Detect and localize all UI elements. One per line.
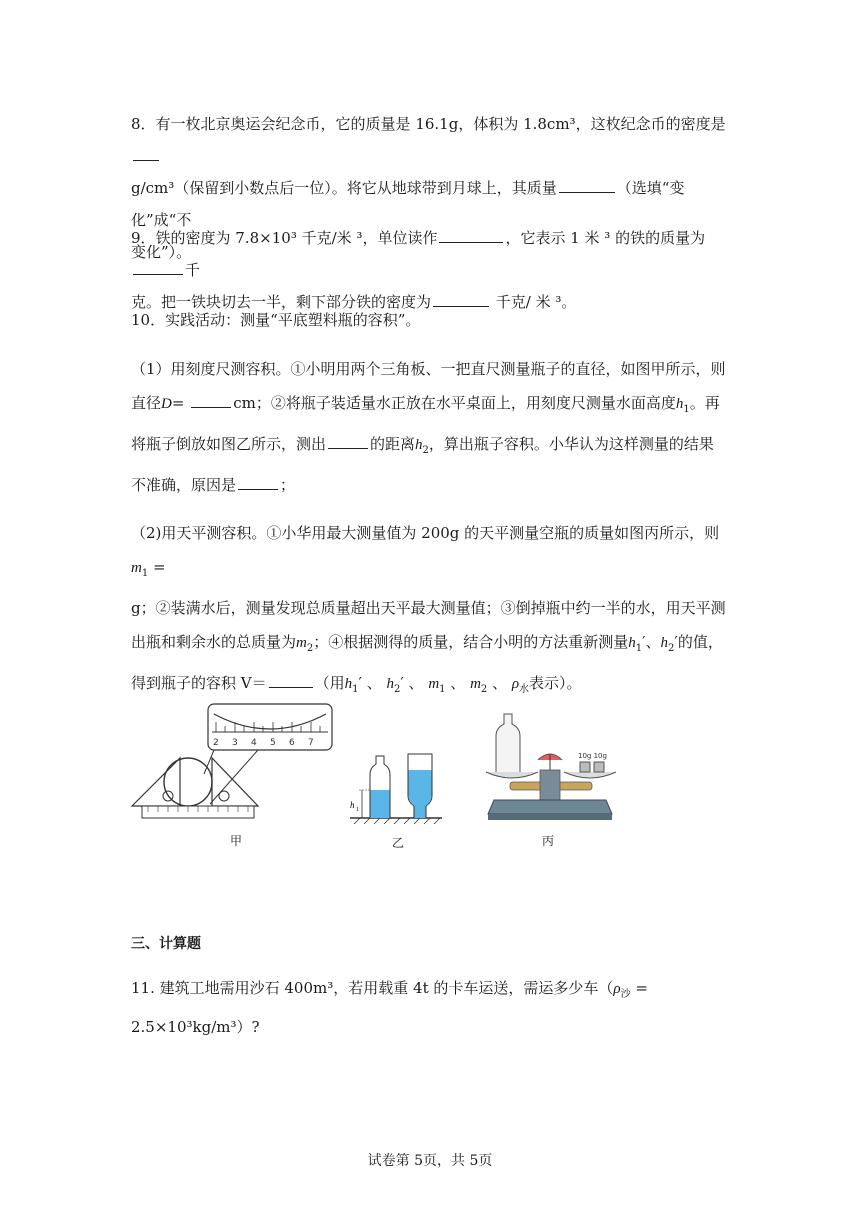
q10-text: 、	[645, 633, 661, 651]
q8-answer-blank-1[interactable]	[133, 144, 159, 161]
q10-p1-line-1: （1）用刻度尺测容积。①小明用两个三角板、一把直尺测量瓶子的直径，如图甲所示，则	[131, 360, 726, 378]
water-upright	[371, 790, 390, 818]
q10-text: 。再	[689, 394, 720, 412]
q10-p1-line-2: 直径D= cm；②将瓶子装适量水正放在水平桌面上，用刻度尺测量水面高度$h_1$。再	[131, 386, 731, 427]
water-inverted	[409, 770, 432, 796]
weight-10g	[594, 762, 604, 772]
q8-text: g/cm³（保留到小数点后一位）。将它从地球带到月球上，其质量	[131, 179, 557, 197]
q10-text: ；④根据测得的质量，结合小明的方法重新测量	[313, 633, 629, 651]
figure-bing	[480, 710, 620, 828]
h1-label: h	[350, 800, 355, 810]
weight-10g	[580, 762, 590, 772]
q10-text: 的距离	[370, 435, 416, 453]
q10-blank-D[interactable]	[191, 391, 231, 408]
q10-text: 直径	[131, 394, 162, 412]
q9-text: 克。把一铁块切去一半，剩下部分铁的密度为	[131, 293, 432, 311]
tick-label: 6	[289, 738, 295, 748]
q10-text: 表示）。	[529, 674, 582, 692]
figure-jia-caption: 甲	[230, 834, 243, 848]
q8-line-1	[131, 108, 731, 172]
tick-label: 2	[213, 738, 219, 748]
triangle-left	[132, 758, 180, 806]
q10-p2-line-3: 出瓶和剩余水的总质量为$m_2$；④根据测得的质量，结合小明的方法重新测量$h_1'$、$h_2'$的值，	[131, 633, 723, 654]
figure-jia	[128, 700, 338, 830]
tick-label: 4	[251, 738, 257, 748]
q10-blank-volume[interactable]	[269, 671, 313, 688]
q9-text: 千克/ 米 ³。	[495, 293, 577, 311]
q8-text: （选填“变化”成“不	[131, 179, 685, 229]
q9-text: 9．铁的密度为 7.8×10³ 千克/米 ³，单位读作	[131, 229, 438, 247]
svg-text:1: 1	[356, 807, 359, 813]
q8-line-3: 变化”）。	[131, 243, 192, 261]
balance-base	[488, 800, 612, 814]
q10-text: ，算出瓶子容积。小华认为这样测量的结果	[428, 435, 714, 453]
q9-answer-blank-2[interactable]	[133, 258, 183, 275]
triangle-right	[212, 758, 258, 806]
q10-text: 将瓶子倒放如图乙所示，测出	[131, 435, 327, 453]
q11-formula: = 2.5×10³kg/m³	[131, 979, 648, 1036]
left-pan	[486, 772, 538, 778]
q10-blank-reason[interactable]	[238, 473, 278, 490]
tick-label: 3	[232, 738, 238, 748]
q10-title: 10．实践活动：测量“平底塑料瓶的容积”。	[131, 311, 421, 329]
q10-text: cm；②将瓶子装适量水正放在水平桌面上，用刻度尺测量水面高度	[233, 394, 676, 412]
q11-text: 11. 建筑工地需用沙石 400m³，若用载重 4t 的卡车运送，需运多少车（	[131, 979, 614, 997]
question-11	[131, 972, 771, 1043]
q10-p2-line-4: 得到瓶子的容积 V＝ （用$h_1'$ 、 $h_2'$ 、 $m_1$ 、 $m_2$ 、 $\rho_水$表示）。	[131, 666, 731, 707]
q10-blank-distance[interactable]	[328, 432, 368, 449]
question-10-part-1	[131, 352, 731, 502]
q10-text: =	[153, 558, 166, 576]
q10-text: =	[171, 394, 185, 412]
figure-yi	[348, 752, 444, 832]
q10-text: 不准确，原因是	[131, 476, 237, 494]
q10-text: 出瓶和剩余水的总质量为	[131, 633, 297, 651]
q9-text: 千	[185, 261, 201, 279]
q10-p1-line-4	[131, 468, 731, 502]
figure-bing-caption: 丙	[542, 834, 555, 848]
bottle-on-pan	[496, 714, 520, 774]
q10-p2-line-1: （2)用天平测容积。①小华用最大测量值为 200g 的天平测量空瓶的质量如图丙所示，则$m_1$ =	[131, 524, 720, 579]
var-D: D	[161, 396, 172, 412]
tick-label: 7	[308, 738, 314, 748]
q10-text: （用	[314, 674, 345, 692]
rho-subscript: 沙	[620, 989, 631, 1000]
bottle-circle	[164, 758, 212, 806]
page-footer: 试卷第 5页，共 5页	[367, 1153, 493, 1169]
q10-text: 得到瓶子的容积 V＝	[131, 674, 267, 692]
q9-line-1	[131, 222, 731, 286]
q10-p1-line-3: 将瓶子倒放如图乙所示，测出 的距离$h_2$，算出瓶子容积。小华认为这样测量的结果	[131, 427, 731, 468]
q9-answer-blank-1[interactable]	[439, 226, 503, 243]
q10-p2-line-2: g；②装满水后，测量发现总质量超出天平最大测量值；③倒掉瓶中约一半的水，用天平测	[131, 599, 726, 617]
question-10-part-2	[131, 516, 731, 707]
figure-yi-caption: 乙	[392, 836, 405, 850]
rho-symbol: ρ	[613, 981, 621, 997]
q10-text: 、	[366, 674, 382, 692]
right-pan	[564, 772, 616, 778]
weights-label: 10g 10g	[578, 752, 607, 760]
question-10-title	[131, 304, 731, 336]
q11-text: ）?	[236, 1018, 260, 1036]
q8-text: 8．有一枚北京奥运会纪念币，它的质量是 16.1g，体积为 1.8cm³，这枚纪念币的密度是	[131, 115, 726, 133]
q10-text: 的值，	[677, 633, 723, 651]
water-subscript: 水	[519, 684, 530, 695]
var-m1: m	[131, 560, 142, 576]
q8-answer-blank-2[interactable]	[559, 176, 615, 193]
tick-label: 5	[270, 738, 276, 748]
q10-text: （2)用天平测容积。①小华用最大测量值为 200g 的天平测量空瓶的质量如图丙所示，则	[131, 524, 720, 542]
section-3-heading: 三、计算题	[131, 936, 201, 952]
q10-text: ；	[280, 476, 296, 494]
q9-text: ，它表示 1 米 ³ 的铁的质量为	[505, 229, 706, 247]
var-h1: h	[675, 396, 684, 412]
